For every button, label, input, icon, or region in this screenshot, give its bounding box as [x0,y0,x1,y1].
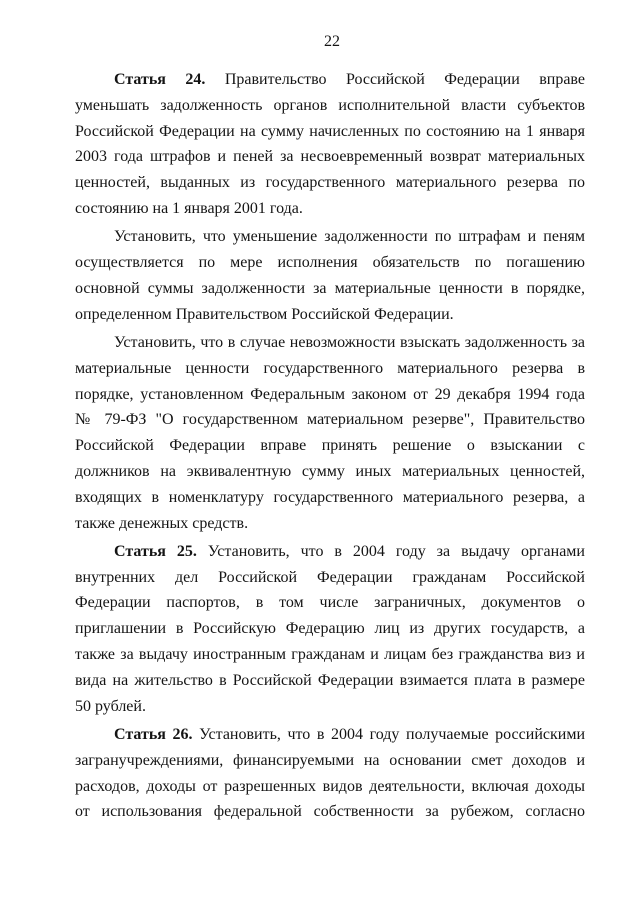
text-line: также за выдачу иностранным гражданам и лицам без гражданства виз и [75,646,585,664]
paragraph-article-25 [75,539,585,720]
text-line [75,722,585,748]
text-line: № 79-ФЗ "О государственном материальном резерве", Правительство [75,411,585,429]
paragraph [75,330,585,536]
text-line: вида на жительство в Российской Федерации взимается плата в размере [75,671,585,689]
text-line: также денежных средств. [75,514,249,532]
text-line: осуществляется по мере исполнения обязательств по погашению [75,254,585,272]
text-line: уменьшать задолженность органов исполнительной власти субъектов [75,96,585,114]
text-line [75,67,585,93]
text-line: Российской Федерации на сумму начисленных по состоянию на 1 января [75,122,585,140]
text-line: Федерации паспортов, в том числе заграничных, документов о [75,594,585,612]
text-line: от использования федеральной собственности за рубежом, согласно [75,803,585,821]
page-number: 22 [324,33,340,50]
text-line: определенном Правительством Российской Федерации. [75,305,454,323]
text-line: основной суммы задолженности за материальные ценности в порядке, [75,279,585,297]
text-line: 50 рублей. [75,697,146,715]
text-line: загранучреждениями, финансируемыми на основании смет доходов и [75,751,585,769]
text-line: Установить, что в случае невозможности взыскать задолженность за [114,333,585,351]
paragraph-article-26 [75,722,585,825]
article-heading: Статья 24. [114,71,206,88]
text-line: расходов, доходы от разрешенных видов деятельности, включая доходы [75,777,585,795]
text-line: должников на эквивалентную сумму иных материальных ценностей, [75,462,585,480]
text-line [75,539,585,565]
text-line: приглашении в Российскую Федерацию лиц из других государств, а [75,620,585,638]
text-line: 2003 года штрафов и пеней за несвоевременный возврат материальных [75,148,585,166]
text-line: материальные ценности государственного материального резерва в [75,359,585,377]
paragraph-article-24 [75,67,585,222]
article-heading: Статья 25. [114,542,197,560]
text-line-content: Правительство Российской Федерации вправе [224,71,585,88]
text-line: Российской Федерации вправе принять решение о взыскании с [75,437,585,455]
text-line: порядке, установленном Федеральным законом от 29 декабря 1994 года [75,385,585,403]
document-body [75,67,585,825]
paragraph [75,224,585,327]
text-line: ценностей, выданных из государственного материального резерва по [75,174,585,192]
text-line: входящих в номенклатуру государственного материального резерва, а [75,488,585,506]
text-line: состоянию на 1 января 2001 года. [75,199,303,217]
text-line-content: Установить, что в 2004 году за выдачу органами [207,542,585,560]
text-line: внутренних дел Российской Федерации гражданам Российской [75,568,585,586]
text-line-content: Установить, что в 2004 году получаемые российскими [199,725,585,743]
text-line: Установить, что уменьшение задолженности по штрафам и пеням [114,228,585,246]
article-heading: Статья 26. [114,725,193,743]
